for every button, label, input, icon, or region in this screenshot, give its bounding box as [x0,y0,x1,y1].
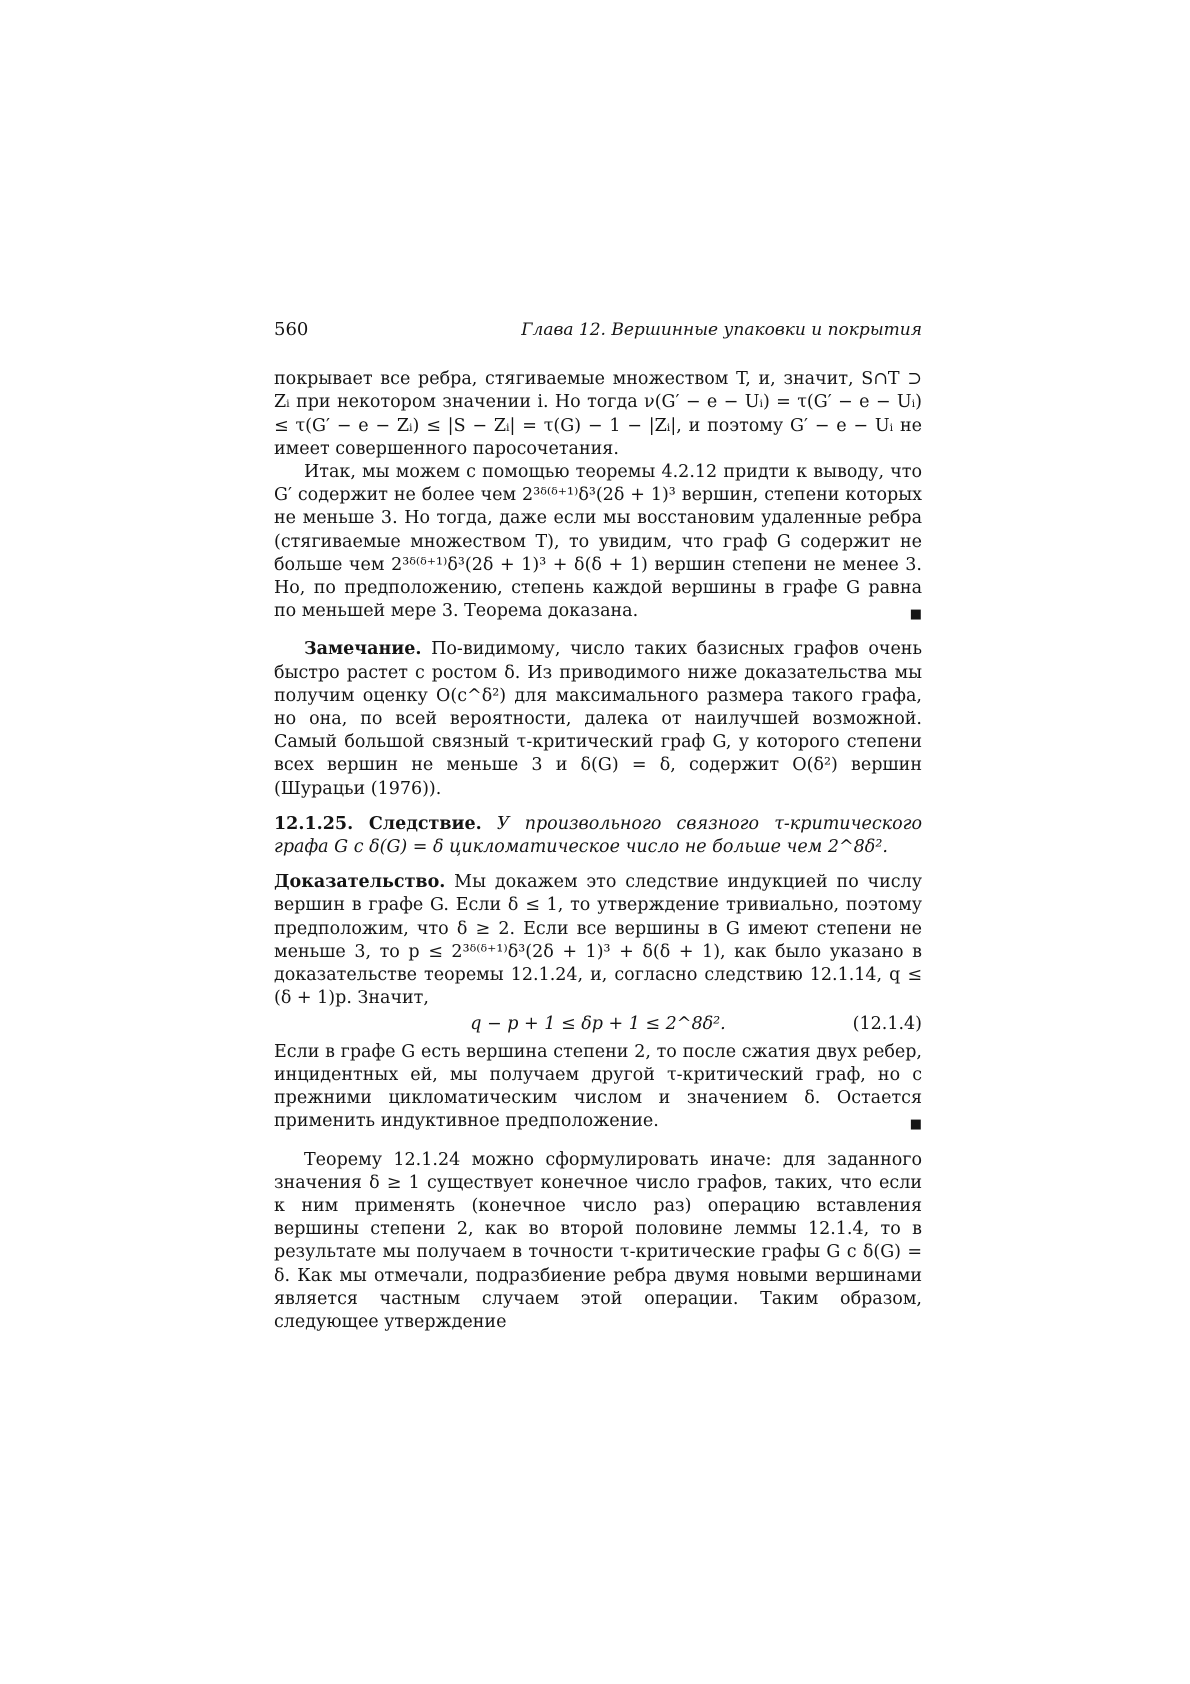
paragraph-2 [274,461,922,626]
qed-mark: ■ [909,607,922,623]
display-equation [274,1013,922,1036]
proof-text: Мы докажем это следствие индукцией по числу вершин в графе G. Если δ ≤ 1, то утверждение тривиально, поэтому предположим, что δ ≥ 2. Если все вершины в G имеют степени не меньше 3, то p ≤ 2³ᵟ⁽ᵟ⁺¹⁾δ³(2δ + 1)³ + δ(δ + 1), как было указано в доказательстве теоремы 12.1.24, и, согласно следствию 12.1.14, q ≤ (δ + 1)p. Значит, [274,872,922,1009]
paragraph-4 [274,1149,922,1335]
running-title: Глава 12. Вершинные упаковки и покрытия [521,320,922,340]
page-header [274,318,922,342]
page-number: 560 [274,319,309,340]
paragraph-1-text: покрывает все ребра, стягиваемые множеством T, и, значит, S∩T ⊃ Zᵢ при некотором значении i. Но тогда ν(G′ − e − Uᵢ) = τ(G′ − e − Uᵢ) ≤ τ(G′ − e − Zᵢ) ≤ |S − Zᵢ| = τ(G) − 1 − |Zᵢ|, и поэтому G′ − e − Uᵢ не имеет совершенного паросочетания. [274,369,922,459]
proof-paragraph [274,871,922,1010]
qed-mark-2: ■ [909,1117,922,1133]
remark-paragraph [274,638,922,800]
remark-text: По-видимому, число таких базисных графов очень быстро растет с ростом δ. Из приводимого ниже доказательства мы получим оценку O(c^δ²) для максимального размера такого графа, но она, по всей вероятности, далека от наилучшей возможной. Самый большой связный τ-критический граф G, у которого степени всех вершин не меньше 3 и δ(G) = δ, содержит O(δ²) вершин (Шурацьи (1976)). [274,639,922,799]
book-page [274,318,922,1334]
paragraph-3-text: Если в графе G есть вершина степени 2, то после сжатия двух ребер, инцидентных ей, мы получаем другой τ-критический граф, но с прежними цикломатическим числом и значением δ. Остается применить индуктивное предположение. [274,1041,922,1132]
paragraph-3 [274,1041,922,1137]
equation-formula: q − p + 1 ≤ δp + 1 ≤ 2^8δ². [470,1014,726,1035]
remark-label: Замечание. [304,639,422,660]
paragraph-4-text: Теорему 12.1.24 можно сформулировать иначе: для заданного значения δ ≥ 1 существует конечное число графов, таких, что если к ним применять (конечное число раз) операцию вставления вершины степени 2, как во второй половине леммы 12.1.4, то в результате мы получаем в точности τ-критические графы G с δ(G) = δ. Как мы отмечали, подразбиение ребра двумя новыми вершинами является частным случаем этой операции. Таким образом, следующее утверждение [274,1149,922,1332]
paragraph-1 [274,368,922,461]
equation-number: (12.1.4) [852,1014,922,1035]
corollary-text: У произвольного связного τ-критического графа G с δ(G) = δ цикломатическое число не больше чем 2^8δ². [274,813,922,858]
corollary-paragraph [274,813,922,859]
corollary-label: 12.1.25. Следствие. [274,813,482,834]
proof-label: Доказательство. [274,872,446,893]
paragraph-2-text: Итак, мы можем с помощью теоремы 4.2.12 придти к выводу, что G′ содержит не более чем 2³ᵟ⁽ᵟ⁺¹⁾δ³(2δ + 1)³ вершин, степени которых не меньше 3. Но тогда, даже если мы восстановим удаленные ребра (стягиваемые множеством T), то увидим, что граф G содержит не больше чем 2³ᵟ⁽ᵟ⁺¹⁾δ³(2δ + 1)³ + δ(δ + 1) вершин степени не менее 3. Но, по предположению, степень каждой вершины в графе G равна по меньшей мере 3. Теорема доказана. [274,462,922,622]
